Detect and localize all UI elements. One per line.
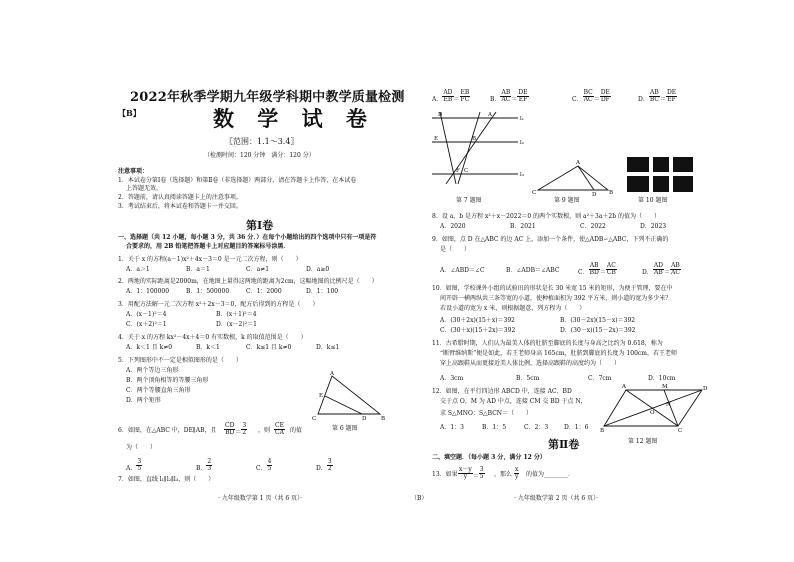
figure-7-parallel-lines [432,110,522,190]
figure-10-field [627,157,693,192]
q7-option-c: C． $\frac{BC}{AC}$ ＝ $\frac{DE}{DF}$ [572,89,610,103]
q9-option-d: D． $\frac{AD}{AB}$ ＝ $\frac{AB}{AC}$ [642,262,680,276]
q7-option-d: D． $\frac{AB}{BC}$ ＝ $\frac{DE}{EF}$ [638,89,677,103]
figure-12-parallelogram [600,384,710,434]
fig10-vertical-path-2 [669,157,673,192]
figure-9-caption: 第 9 题图 [554,197,580,204]
q3-option-b: B．(x＋1)²＝4 [216,311,257,318]
note-1b: 上答题无效。 [126,185,163,192]
q8-option-a: A．2020 [440,223,466,230]
footer-version: （B） [411,495,428,502]
q6-fraction-cd-bd: $\frac{CD}{BD}$ ＝ $\frac{3}{2}$ [225,422,247,436]
q2-option-b: B．1：500000 [186,288,230,295]
section-2-instruction: 二、填空题．（每小题 3 分，满分 12 分） [432,454,546,461]
paper-version-tag: 【B】 [118,108,141,118]
q9-option-c: C． $\frac{AB}{BD}$ ＝ $\frac{AC}{CB}$ [578,262,616,276]
fig12-label-o: O [650,410,655,416]
q13-fraction-target: $\frac{x}{y}$ [515,466,519,480]
q9-option-b: B．∠ADB＝∠ABC [506,267,560,274]
fig7-label-d: D [438,112,443,118]
q7-option-b: B． $\frac{AB}{AC}$ ＝ $\frac{DE}{EF}$ [490,89,528,103]
q11-option-b: B．5cm [516,375,540,382]
q6-option-d: D． $\frac{3}{2}$ [316,458,332,472]
exam-scope: 〖范围：1.1～3.4〗 [225,137,299,146]
fig12-label-d: D [703,386,708,392]
note-3: 3．考试结束后，将本试卷和答题卡一并交回。 [118,203,242,210]
footer-page-1: · 九年级数学第 1 页（共 6 页）· [218,495,302,502]
figure-12-caption: 第 12 题图 [628,438,658,445]
fig6-label-d: D [362,416,367,422]
fig12-label-a: A [622,384,626,390]
fig10-horizontal-path [627,172,693,176]
q1-option-c: C．a≠1 [246,266,270,273]
q12-option-c: C．2：3 [524,424,549,431]
figure-6-triangle [310,370,390,422]
q10-option-b: B．(30－2x)(15－x)＝392 [560,317,636,324]
fig7-label-a: A [488,112,492,118]
section-1-instruction-a: 一、选择题（共 12 小题，每小题 3 分，共 36 分．）在每个小题给出的四个选项中只有一项是符 [118,234,377,241]
q10-option-d: D．(30－x)(15－2x)＝392 [560,327,636,334]
fig12-label-c: C [678,428,683,434]
question-13-mid: ，那么 [494,471,513,478]
q6-option-b: B． $\frac{2}{3}$ [196,458,212,472]
question-11a: 11．古希腊时期，人们认为最美人体的肚脐至脚底的长度与身高之比约为 0.618，称为 [432,340,663,347]
fig6-label-c: C [312,416,317,422]
q10-option-c: C．(30＋x)(15＋2x)＝392 [440,327,516,334]
fig6-label-e: E [319,393,324,399]
q8-option-d: D．2023 [640,223,667,230]
fig10-vertical-path-1 [649,157,653,192]
question-10a: 10．如图，学校课外小组的试验田的形状是长 30 米宽 15 米的矩形，为便于管理，要在中 [432,285,673,292]
note-1a: 1．本试卷分第Ⅰ卷（选择题）和第Ⅱ卷（非选择题）两部分，请在答题卡上作答，在本试卷 [118,177,357,184]
fig7-label-f: F [456,168,460,174]
q11-option-c: C．7cm [588,375,612,382]
question-11b: “断臂维纳斯”便是如此，若王老师身高 165cm，肚脐到脚底的长度为 100cm，若王老师 [440,350,677,357]
q1-option-a: A．a＞1 [126,266,150,273]
question-13-prefix: 13．如果 [432,471,458,478]
question-10b: 间开辟一横两纵共三条等宽的小道，使种植面积为 392 平方米，则小道的宽为多少米？ [440,295,672,302]
figure-9-triangle [532,160,612,196]
question-6-prefix: 6．如图，在△ABC 中，DE∥AB，且 [118,427,217,434]
q12-option-b: B．1：5 [482,424,507,431]
question-9b: 是（ ） [440,246,471,253]
q6-fraction-ce-ca: $\frac{CE}{CA}$ [275,422,284,436]
q9-option-a: A．∠ABD＝∠C [440,267,485,274]
question-7: 7．如图，直线 l₁∥l₂∥l₃，则（ ） [118,476,215,483]
question-6-post: 的值 [290,427,303,434]
q6-option-c: C． $\frac{4}{5}$ [256,458,272,472]
question-5: 5．下列图形中不一定是相似图形的是（ ） [118,357,242,364]
q5-option-d: D．两个矩形 [126,397,161,404]
subject-title: 数 学 试 卷 [213,106,375,131]
fig7-label-c: C [464,168,469,174]
fig12-label-n: N [666,402,671,408]
footer-page-2: · 九年级数学第 2 页（共 6 页）· [514,495,598,502]
q4-option-b: B．k＜1 [196,344,220,351]
question-3: 3．用配方法解一元二次方程 x²＋2x－3＝0，配方后得到的方程是（ ） [118,301,319,308]
q2-option-d: D．1：100 [306,288,339,295]
q8-option-c: C．2022 [580,223,606,230]
figure-10-caption: 第 10 题图 [638,197,668,204]
volume-1-heading: 第Ⅰ卷 [246,219,274,232]
q8-option-b: B．2021 [510,223,536,230]
fig6-label-a: A [330,371,334,377]
question-9a: 9．如图，点 D 在△ABC 的边 AC 上，添加一个条件，使△ADB∽△ABC，下列不正确的 [432,236,669,243]
figure-7-caption: 第 7 题图 [456,197,482,204]
notes-heading: 注意事项： [118,168,149,175]
question-8: 8．设 a、b 是方程 x²＋x－2022＝0 的两个实数根，则 a²＋3a＋2b 的值为（ ） [432,213,660,220]
question-4: 4．关于 x 的方程 kx²－4x＋4＝0 有实数根，k 的取值范围是（ ） [118,334,307,341]
exam-title: 2022年秋季学期九年级学科期中教学质量检测 [130,90,405,105]
section-1-instruction-b: 合要求的，用 2B 铅笔把答题卡上对应题目的答案标号涂黑． [126,243,290,250]
q4-option-a: A．k＜1 且 k≠0 [126,344,173,351]
q3-option-c: C．(x＋2)²＝1 [126,321,167,328]
fig9-label-c: C [532,190,537,196]
q4-option-d: D．k≤1 [316,344,340,351]
volume-2-heading: 第Ⅱ卷 [548,438,580,451]
question-12c: 求 S△MNO：S△BCN＝（ ） [440,410,533,417]
q13-fraction-condition: $\frac{x-y}{y}$ ＝ $\frac{3}{5}$ [459,466,484,480]
note-2: 2．答题前，请认真阅读答题卡上的注意事项。 [118,194,242,201]
fig7-label-l1: l₁ [520,116,524,122]
q11-option-d: D．10cm [648,375,676,382]
figure-6-caption: 第 6 题图 [332,425,358,432]
q5-option-a: A．两个等边三角形 [126,367,179,374]
q10-option-a: A．(30＋2x)(15＋x)＝392 [440,317,516,324]
q5-option-c: C．两个等腰直角三角形 [126,387,191,394]
question-10c: 若设小道的宽为 x 米，则根据题意，列方程为（ ） [440,305,586,312]
fig9-label-b: B [609,190,614,196]
fig9-label-d: D [592,192,597,198]
q12-option-a: A．1：3 [440,424,464,431]
q12-option-d: D．1：6 [564,424,589,431]
fig7-label-l2: l₂ [520,140,524,146]
question-11c: 穿上高跟鞋从而更接近美人体比例，选择高跟鞋的高度约为（ ） [440,360,621,367]
question-12a: 12．如图，在平行四边形 ABCD 中，连接 AC、BD [432,388,572,395]
fig7-label-b: B [472,136,477,142]
fig7-label-l3: l₃ [520,172,524,178]
q5-option-b: B．两个顶角相等的等腰三角形 [126,377,209,384]
fig12-label-b: B [600,428,605,434]
q3-option-a: A．(x－1)²＝4 [126,311,167,318]
q1-option-b: B．a＝1 [186,266,210,273]
question-2: 2．两地的实际距离是2000m，在地图上量得这两地的距离为2cm，这幅地图的比例尺是（ ） [118,278,378,285]
q11-option-a: A．3cm [440,375,464,382]
q2-option-a: A．1：100000 [126,288,170,295]
q4-option-c: C．k≤1 且 k≠0 [246,344,292,351]
question-13-post: 的值为________． [526,471,575,478]
q6-option-a: A． $\frac{3}{5}$ [126,458,142,472]
q3-option-d: D．(x－2)²＝1 [216,321,257,328]
fig12-label-m: M [662,384,668,390]
time-score: （检测时间：120 分钟 满分：120 分） [204,152,315,159]
q2-option-c: C．1：2000 [246,288,282,295]
fig6-label-b: B [381,416,386,422]
q1-option-d: D．a≥0 [306,266,330,273]
fig9-label-a: A [576,160,580,166]
q7-option-a: A． $\frac{AD}{EB}$ ＝ $\frac{EB}{FC}$ [432,89,470,103]
question-1: 1．关于 x 的方程(a－1)x²＋4x－3＝0 是一元二次方程，则（ ） [118,256,302,263]
question-6-mid: ，则 [258,427,271,434]
question-12b: 交于点 O，M 为 AD 中点，连接 CM 交 BD 于点 N， [440,398,587,405]
fig7-label-e: E [434,136,439,142]
question-6-post2: 为（ ） [126,444,157,451]
